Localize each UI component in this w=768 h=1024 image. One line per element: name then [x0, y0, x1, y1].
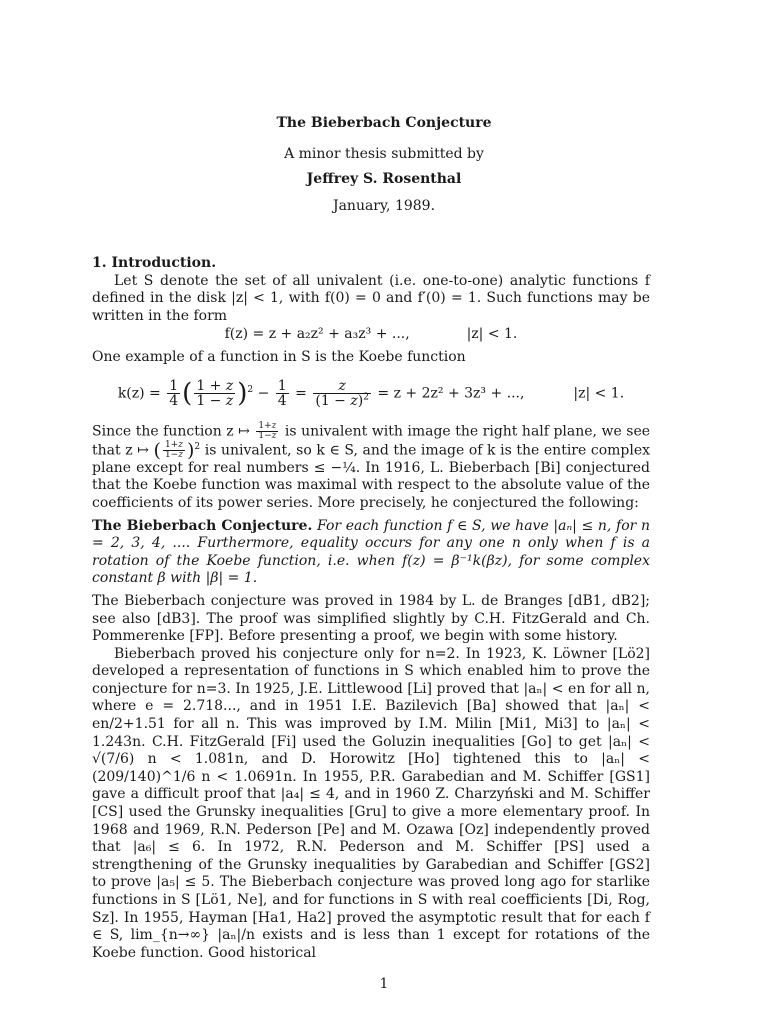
fraction-small-2: $\frac{1+z}{1-z}$: [164, 439, 183, 460]
paper-subtitle: A minor thesis submitted by: [284, 146, 484, 162]
paragraph-3-b: is univalent with image the right half plane, we see that: [92, 423, 651, 459]
paragraph-3: Since the function z ↦ $\frac{1+z}{1-z}$ is univalent with image the right half plane, we see that z ↦ ( $\frac{1+z}{1-z}$ )$^2$ is univalent, so k ∈ S, and the image of k is the entire complex plane except for real numbers ≤ −¼. In 1916, L. Bieberbach [Bi] conjectured that the Koebe function was maximal with respect to the absolute value of the coefficients of its power series. More precisely, he conjectured the following:: [92, 420, 651, 511]
paragraph-1: Let S denote the set of all univalent (i.e. one-to-one) analytic functions f defined in the disk |z| < 1, with f(0) = 0 and f′(0) = 1. Such functions may be written in the form: [92, 272, 650, 324]
paper-date: January, 1989.: [332, 198, 436, 214]
paper-title: The Bieberbach Conjecture: [276, 115, 492, 131]
theorem: [92, 518, 650, 588]
equation-1-left: f(z) = z + a₂z² + a₃z³ + ...,: [224, 326, 410, 343]
paragraph-3-d: is univalent, so k ∈ S, and the image of k is the entire complex plane except for real numbers ≤ −¼. In 1916, L. Bieberbach [Bi] conjectured that the Koebe function was maximal with respect to the absolute value of the coefficients of its power series. More precisely, he conjectured the following:: [92, 442, 651, 511]
equation-2-lhs: k(z) =: [117, 385, 161, 402]
paragraph-2: One example of a function in S is the Koebe function: [92, 348, 466, 365]
paragraph-3-a: Since the function z ↦: [92, 423, 250, 440]
theorem-heading: The Bieberbach Conjecture.: [92, 517, 313, 534]
paper-body: [92, 255, 650, 962]
paragraph-4: The Bieberbach conjecture was proved in 1984 by L. de Branges [dB1, dB2]; see also [dB3]. The proof was simplified slightly by C.H. FitzGerald and Ch. Pommerenke [FP]. Before presenting a proof, we begin with some history.: [92, 592, 650, 645]
paragraph-5: Bieberbach proved his conjecture only for n=2. In 1923, K. Löwner [Lö2] developed a representation of functions in S which enabled him to prove the conjecture for n=3. In 1925, J.E. Littlewood [Li] proved that |aₙ| < en for all n, where e = 2.718..., and in 1951 I.E. Bazilevich [Ba] showed that |aₙ| < en/2+1.51 for all n. This was improved by I.M. Milin [Mi1, Mi3] to |aₙ| < 1.243n. C.H. FitzGerald [Fi] used the Goluzin inequalities [Go] to get |aₙ| < √(7/6) n < 1.081n, and D. Horowitz [Ho] tightened this to |aₙ| < (209/140)^1/6 n < 1.0691n. In 1955, P.R. Garabedian and M. Schiffer [GS1] gave a difficult proof that |a₄| ≤ 4, and in 1960 Z. Charzyński and M. Schiffer [CS] used the Grunsky inequalities [Gru] to give a more elementary proof. In 1968 and 1969, R.N. Pederson [Pe] and M. Ozawa [Oz] independently proved that |a₆| ≤ 6. In 1972, R.N. Pederson and M. Schiffer [PS] used a strengthening of the Grunsky inequalities by Garabedian and Schiffer [GS2] to prove |a₅| ≤ 5. The Bieberbach conjecture was proved long ago for starlike functions in S [Lö1, Ne], and for functions in S with real coefficients [Di, Rog, Sz]. In 1955, Hayman [Ha1, Ha2] proved the asymptotic result that for each f ∈ S, lim_{n→∞} |aₙ|/n exists and is less than 1 except for rotations of the Koebe function. Good historical: [92, 645, 650, 961]
equation-2-right: |z| < 1.: [573, 385, 625, 402]
equation-1-right: |z| < 1.: [466, 326, 518, 343]
equation-1: [92, 326, 650, 344]
fraction-small: $\frac{1+z}{1-z}$: [258, 420, 277, 441]
paper-author: Jeffrey S. Rosenthal: [306, 171, 462, 187]
equation-2-tail: = z + 2z² + 3z³ + ...,: [377, 385, 525, 402]
fraction-z-over-sq: $\frac{z}{(1 - z)^2}$: [315, 377, 369, 409]
section-heading: 1. Introduction.: [92, 255, 217, 271]
fraction-quarter-2: $\frac{1}{4}$: [277, 377, 287, 409]
paragraph-3-c: z ↦: [125, 442, 149, 459]
fraction-quarter: $\frac{1}{4}$: [169, 377, 179, 409]
theorem-body: For each function f ∈ S, we have |aₙ| ≤ n, for n = 2, 3, 4, .... Furthermore, equality occurs for any one n only when f is a rotation of the Koebe function, i.e. when f(z) = β⁻¹k(βz), for some complex constant β with |β| = 1.: [92, 517, 651, 587]
fraction-1pz-1mz: $\frac{1 + z}{1 - z}$: [196, 377, 234, 409]
page-number: 1: [379, 976, 389, 992]
equation-2: k(z) = $\frac{1}{4}$ ( $\frac{1 + z}{1 - z}$ )$^2$ − $\frac{1}{4}$ = $\frac{z}{(1 - z)^2}$ = z + 2z² + 3z³ + ..., |z| < 1.: [117, 377, 625, 409]
